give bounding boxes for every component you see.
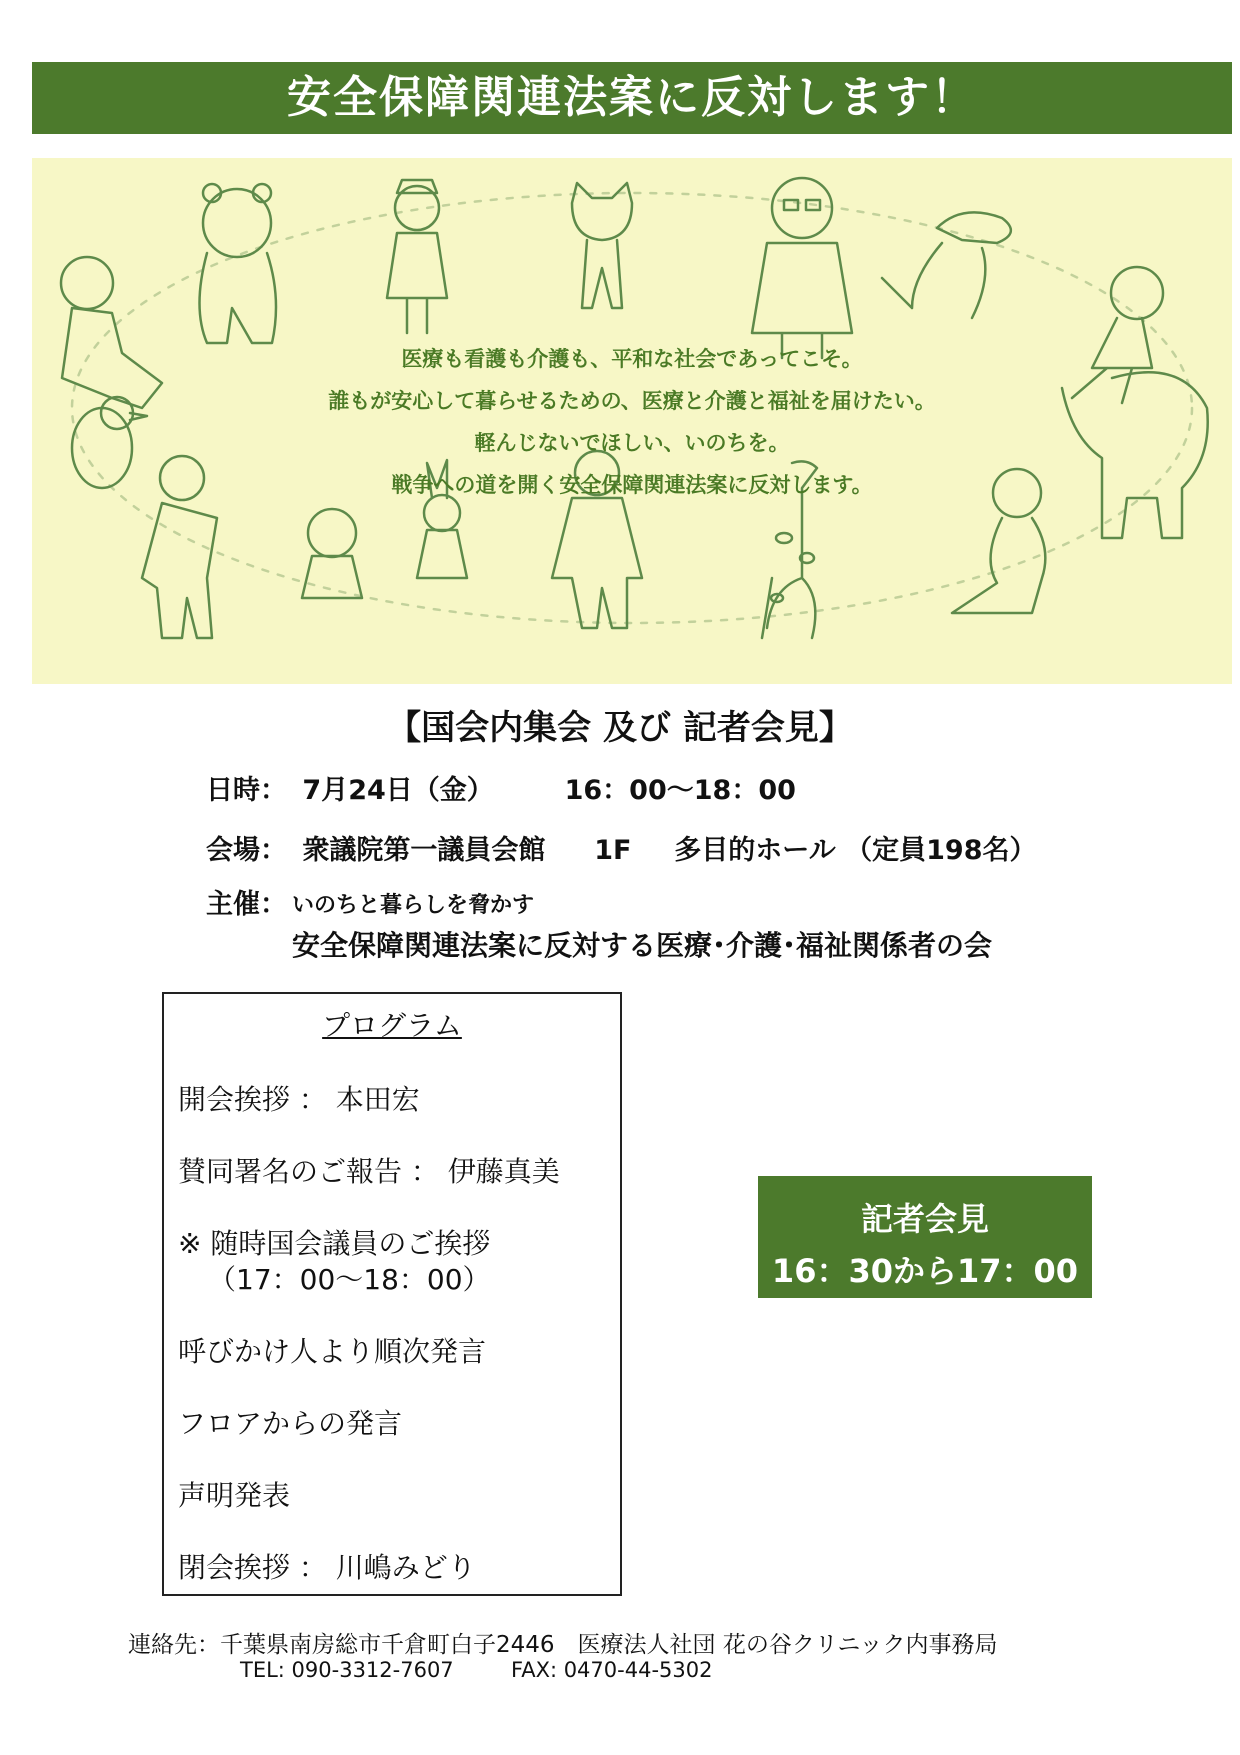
program-item: フロアからの発言: [178, 1407, 403, 1440]
program-item: （17：00～18：00）: [208, 1263, 491, 1296]
venue-name: 衆議院第一議員会館: [302, 835, 546, 866]
program-item: 呼びかけ人より順次発言: [178, 1335, 487, 1368]
illustration-panel: [32, 158, 1232, 684]
page-title-banner: [32, 62, 1232, 134]
program-item: ※ 随時国会議員のご挨拶: [178, 1227, 491, 1260]
press-label: 記者会見: [860, 1200, 989, 1238]
press-time: 16：30から17：00: [771, 1252, 1079, 1290]
message-line: 軽んじないでほしい、いのちを。: [474, 431, 790, 455]
program-item: 閉会挨拶 ： 川嶋みどり: [178, 1551, 476, 1584]
venue-floor: 1F: [594, 835, 632, 866]
program-item: 開会挨拶 ： 本田宏: [178, 1083, 420, 1116]
datetime-label: 日時：: [206, 775, 287, 806]
message-line: 医療も看護も介護も、平和な社会であってこそ。: [401, 347, 863, 371]
press-conference-box: [758, 1176, 1092, 1298]
program-item: 声明発表: [178, 1479, 291, 1512]
organizer-line1: いのちと暮らしを脅かす: [292, 893, 535, 918]
program-item: 賛同署名のご報告 ： 伊藤真美: [178, 1155, 560, 1188]
venue-label: 会場：: [206, 835, 287, 866]
event-time: 16：00～18：00: [564, 775, 796, 806]
message-line: 誰もが安心して暮らせるための、医療と介護と福祉を届けたい。: [328, 389, 936, 413]
contact-address: 連絡先：千葉県南房総市千倉町白子2446 医療法人社団 花の谷クリニック内事務局: [128, 1632, 998, 1658]
program-box: [162, 992, 622, 1596]
venue-hall: 多目的ホール （定員198名）: [674, 835, 1037, 866]
datetime-row: [206, 768, 796, 807]
page-title: 安全保障関連法案に反対します！: [287, 72, 977, 123]
venue-row: [206, 828, 1037, 867]
organizer-label: 主催：: [206, 889, 287, 920]
event-title: 【国会内集会 及び 記者会見】: [387, 708, 853, 748]
program-title: プログラム: [322, 1009, 462, 1042]
contact-fax: FAX: 0470-44-5302: [511, 1658, 713, 1682]
event-date: 7月24日（金）: [302, 775, 494, 806]
contact-phone-row: [240, 1658, 712, 1682]
message-text: [32, 338, 1232, 506]
organizer-line2: 安全保障関連法案に反対する医療･介護･福祉関係者の会: [292, 929, 993, 962]
message-line: 戦争への道を開く安全保障関連法案に反対します。: [391, 473, 873, 497]
contact-tel: TEL: 090-3312-7607: [240, 1658, 454, 1682]
